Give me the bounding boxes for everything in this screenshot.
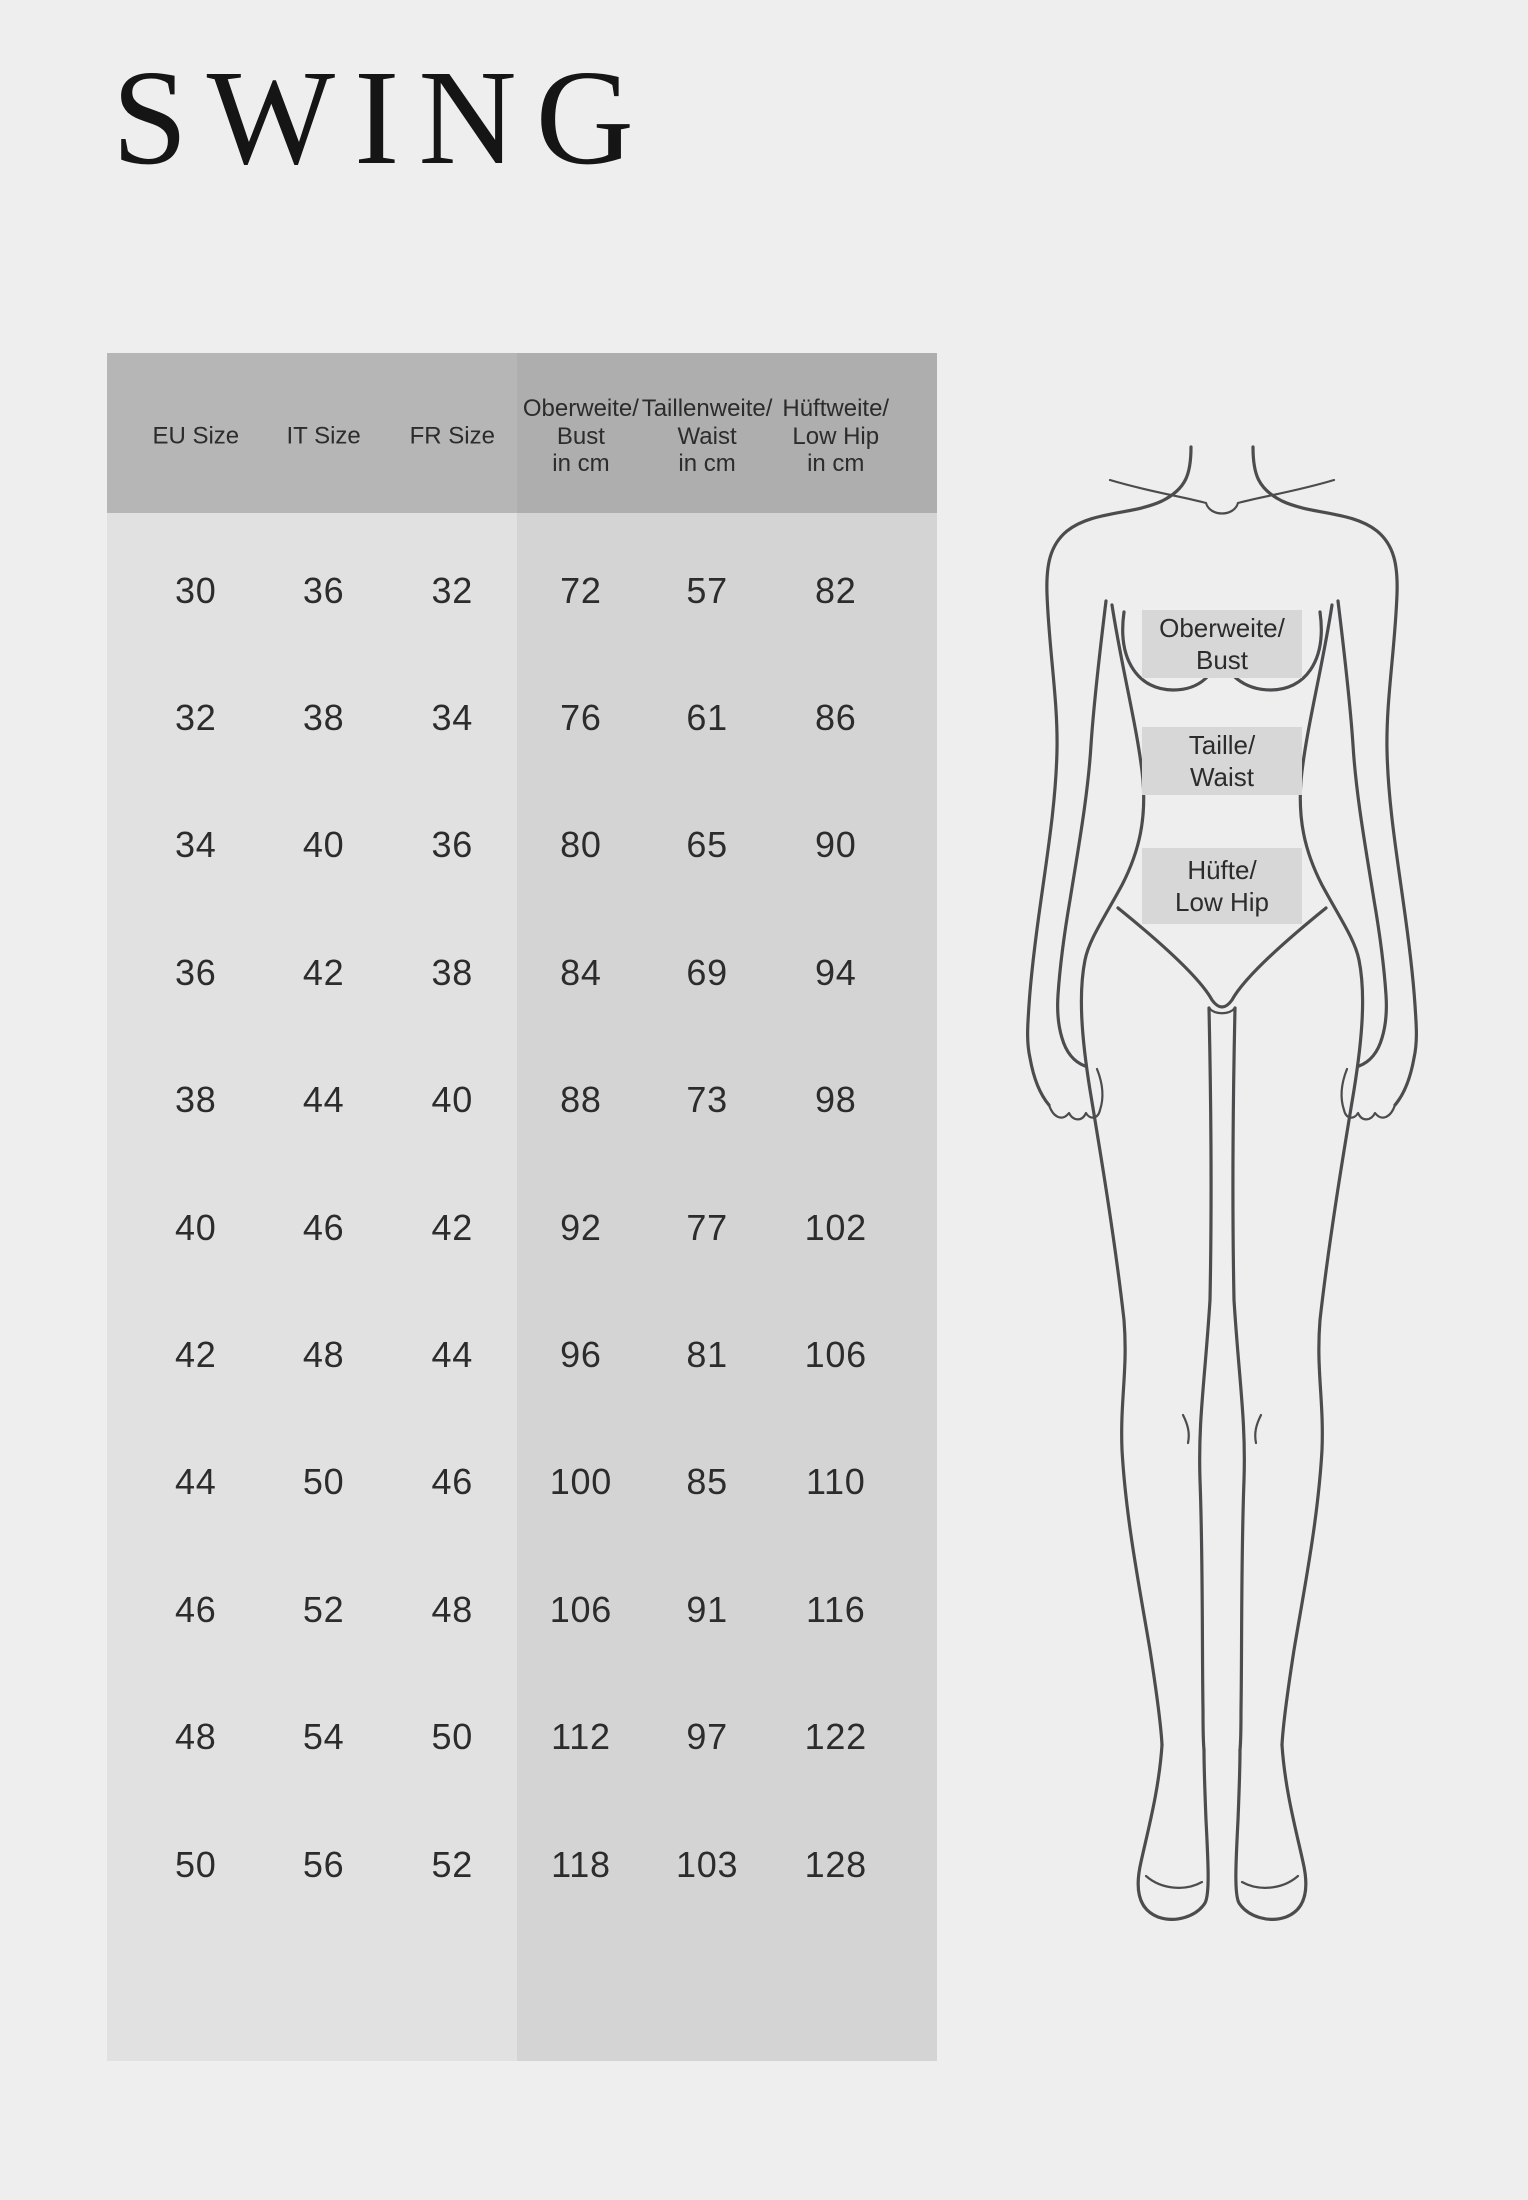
size-cell: 98	[814, 1079, 857, 1121]
size-cell: 50	[175, 1843, 217, 1885]
table-row	[107, 909, 937, 1036]
size-cell: 44	[431, 1334, 474, 1376]
size-cell: 128	[804, 1843, 867, 1885]
size-cell: 65	[686, 824, 728, 866]
column-header-fr-size: FR Size	[409, 422, 495, 450]
size-cell: 34	[431, 697, 474, 739]
size-cell: 91	[686, 1588, 728, 1630]
size-cell: 52	[431, 1843, 474, 1885]
size-cell: 30	[175, 569, 217, 611]
size-cell: 38	[175, 1079, 217, 1121]
size-cell: 76	[560, 697, 602, 739]
size-cell: 80	[560, 824, 602, 866]
size-cell: 106	[549, 1588, 613, 1630]
measurement-label-low-hip: Hüfte/ Low Hip	[1142, 848, 1302, 924]
brand-logo: SWING	[112, 43, 653, 193]
table-row	[107, 527, 937, 654]
size-cell: 88	[560, 1079, 602, 1121]
size-cell: 84	[560, 951, 602, 993]
size-cell: 36	[431, 824, 474, 866]
table-row	[107, 1801, 937, 1928]
size-cell: 38	[431, 951, 474, 993]
column-header-low-hip: Hüftweite/ Low Hip in cm	[782, 394, 890, 477]
size-cell: 82	[814, 569, 857, 611]
size-cell: 69	[686, 951, 728, 993]
measurement-label-bust: Oberweite/ Bust	[1142, 610, 1302, 678]
size-cell: 42	[431, 1206, 474, 1248]
table-row	[107, 654, 937, 781]
size-cell: 44	[175, 1461, 217, 1503]
table-row	[107, 1546, 937, 1673]
size-cell: 81	[686, 1334, 728, 1376]
column-header-waist: Taillenweite/ Waist in cm	[641, 394, 773, 477]
size-cell: 97	[686, 1716, 728, 1758]
table-row	[107, 1164, 937, 1291]
size-cell: 48	[302, 1334, 345, 1376]
size-cell: 36	[302, 569, 345, 611]
size-cell: 106	[804, 1334, 867, 1376]
table-rows	[107, 513, 937, 1928]
size-cell: 122	[804, 1716, 867, 1758]
column-header-bust: Oberweite/ Bust in cm	[522, 394, 639, 477]
size-cell: 110	[805, 1461, 866, 1503]
size-cell: 86	[814, 697, 857, 739]
table-row	[107, 1419, 937, 1546]
size-cell: 50	[431, 1716, 474, 1758]
size-cell: 54	[302, 1716, 345, 1758]
size-cell: 32	[431, 569, 474, 611]
size-cell: 46	[302, 1206, 345, 1248]
size-cell: 52	[302, 1588, 345, 1630]
table-row	[107, 1674, 937, 1801]
size-cell: 90	[814, 824, 857, 866]
size-cell: 46	[175, 1588, 217, 1630]
size-cell: 36	[175, 951, 217, 993]
size-cell: 96	[560, 1334, 602, 1376]
size-chart-table	[107, 353, 937, 2061]
size-cell: 46	[431, 1461, 474, 1503]
size-cell: 50	[302, 1461, 345, 1503]
size-cell: 42	[302, 951, 345, 993]
size-cell: 44	[302, 1079, 345, 1121]
size-cell: 34	[175, 824, 217, 866]
size-cell: 116	[805, 1588, 866, 1630]
measurement-label-waist: Taille/ Waist	[1142, 727, 1302, 795]
size-cell: 72	[560, 569, 602, 611]
size-cell: 42	[175, 1334, 217, 1376]
size-cell: 73	[686, 1079, 728, 1121]
size-cell: 77	[686, 1206, 728, 1248]
size-cell: 102	[804, 1206, 867, 1248]
size-cell: 92	[560, 1206, 602, 1248]
size-cell: 40	[175, 1206, 217, 1248]
size-cell: 38	[302, 697, 345, 739]
size-cell: 40	[431, 1079, 474, 1121]
table-header	[107, 353, 937, 513]
table-row	[107, 1291, 937, 1418]
size-cell: 100	[549, 1461, 613, 1503]
size-cell: 40	[302, 824, 345, 866]
size-cell: 118	[551, 1843, 611, 1885]
size-cell: 48	[175, 1716, 217, 1758]
table-row	[107, 782, 937, 909]
column-header-it-size: IT Size	[286, 422, 361, 450]
size-cell: 61	[686, 697, 728, 739]
size-cell: 94	[814, 951, 857, 993]
size-cell: 56	[302, 1843, 345, 1885]
size-cell: 48	[431, 1588, 474, 1630]
size-cell: 103	[675, 1843, 739, 1885]
size-cell: 57	[686, 569, 728, 611]
column-header-eu-size: EU Size	[152, 422, 240, 450]
table-row	[107, 1037, 937, 1164]
size-cell: 32	[175, 697, 217, 739]
size-cell: 85	[686, 1461, 728, 1503]
size-cell: 112	[551, 1716, 611, 1758]
